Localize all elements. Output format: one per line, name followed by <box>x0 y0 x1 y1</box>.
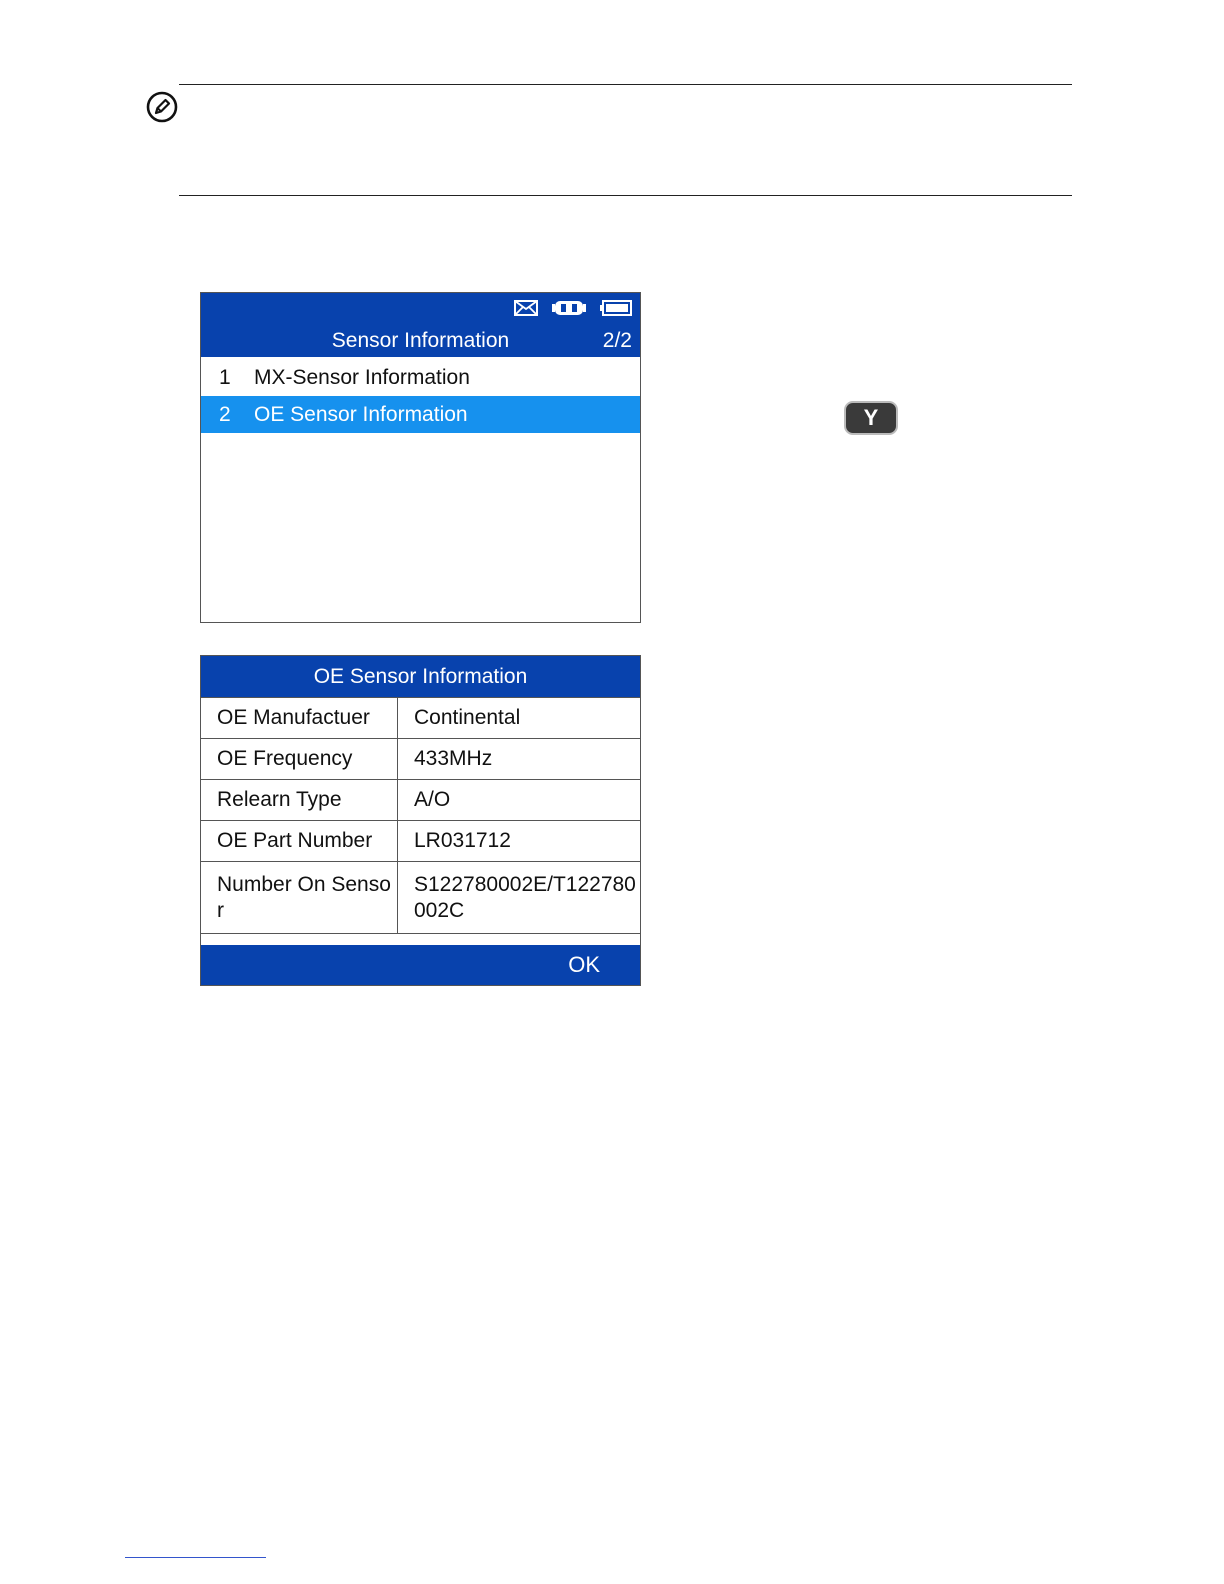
row-value: LR031712 <box>398 821 641 862</box>
menu-item-label: OE Sensor Information <box>254 403 468 426</box>
footer-link-underline <box>125 1557 266 1558</box>
bottom-rule <box>179 195 1072 196</box>
table-row <box>201 698 640 739</box>
table-row <box>201 780 640 821</box>
menu-item-number: 1 <box>219 366 231 389</box>
note-pencil-icon <box>146 91 178 123</box>
sensor-information-screen <box>200 292 641 623</box>
row-label: OE Frequency <box>201 739 398 780</box>
screen-title: OE Sensor Information <box>201 656 640 697</box>
row-value: Continental <box>398 698 641 739</box>
status-bar <box>514 299 632 317</box>
vehicle-icon <box>552 299 586 317</box>
mail-icon <box>514 300 538 316</box>
row-label: OE Manufactuer <box>201 698 398 739</box>
page-indicator: 2/2 <box>602 329 632 352</box>
table-row <box>201 821 640 862</box>
menu-item-number: 2 <box>219 403 231 426</box>
row-value: S122780002E/T122780002C <box>398 862 641 934</box>
sensor-info-table <box>201 697 640 934</box>
row-value: 433MHz <box>398 739 641 780</box>
table-row <box>201 862 640 934</box>
screen-header <box>201 293 640 357</box>
row-label: Number On Sensor <box>201 862 398 934</box>
screen-footer <box>201 945 640 985</box>
battery-icon <box>600 300 632 316</box>
screen-title: Sensor Information <box>331 329 510 352</box>
row-label: Relearn Type <box>201 780 398 821</box>
y-key-button[interactable]: Y <box>844 401 898 435</box>
row-label: OE Part Number <box>201 821 398 862</box>
table-row <box>201 739 640 780</box>
top-rule <box>179 84 1072 85</box>
menu-item-label: MX-Sensor Information <box>254 366 470 389</box>
row-value: A/O <box>398 780 641 821</box>
ok-button[interactable]: OK <box>568 952 600 977</box>
menu-item-oe-sensor-information[interactable] <box>201 396 640 433</box>
oe-sensor-information-screen <box>200 655 641 986</box>
menu-item-mx-sensor-information[interactable] <box>201 359 640 396</box>
